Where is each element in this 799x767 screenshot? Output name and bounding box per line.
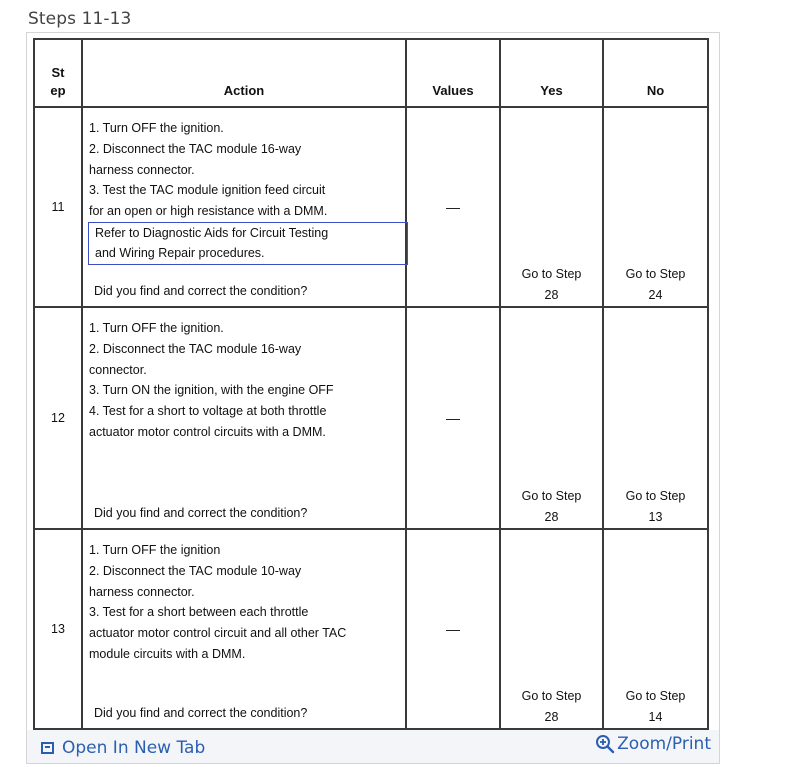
no-goto-step: Go to Step 13 (603, 307, 708, 529)
action-line: 3. Test for a short between each throttle (89, 605, 309, 620)
yes-goto-step: Go to Step 28 (500, 307, 603, 529)
zoom-print-label: Zoom/Print (617, 734, 711, 754)
header-values: Values (406, 39, 500, 107)
action-instructions (83, 308, 405, 443)
yes-goto-step: Go to Step 28 (500, 107, 603, 307)
action-cell (82, 107, 406, 307)
action-line: 2. Disconnect the TAC module 16-way (89, 341, 302, 356)
table-row (34, 307, 708, 529)
action-line: for an open or high resistance with a DMM. (89, 204, 328, 219)
no-goto-step: Go to Step 14 (603, 529, 708, 729)
figure-canvas (27, 33, 719, 730)
step-number: 13 (34, 529, 82, 729)
action-instructions (83, 108, 405, 265)
action-line: 3. Test the TAC module ignition feed circuit (89, 183, 326, 198)
yes-goto-step: Go to Step 28 (500, 529, 603, 729)
table-header-row (34, 39, 708, 107)
header-yes: Yes (500, 39, 603, 107)
no-goto-step: Go to Step 24 (603, 107, 708, 307)
condition-question: Did you find and correct the condition? (94, 506, 308, 520)
reference-line: and Wiring Repair procedures. (95, 246, 265, 261)
reference-line: Refer to Diagnostic Aids for Circuit Testing (95, 225, 329, 240)
action-line: actuator motor control circuit and all other TAC (89, 626, 347, 641)
open-new-tab-icon (41, 742, 54, 754)
action-line: actuator motor control circuits with a DMM. (89, 424, 326, 439)
header-step (34, 39, 82, 107)
action-line: 1. Turn OFF the ignition. (89, 121, 224, 135)
action-line: 2. Disconnect the TAC module 10-way (89, 563, 302, 578)
table-row (34, 107, 708, 307)
zoom-print-link[interactable] (595, 734, 711, 754)
open-in-new-tab-label: Open In New Tab (62, 738, 206, 758)
open-in-new-tab-link[interactable] (41, 738, 205, 758)
action-line: harness connector. (89, 584, 195, 599)
action-line: module circuits with a DMM. (89, 646, 246, 661)
header-step-line-1: St (51, 65, 65, 80)
header-no: No (603, 39, 708, 107)
values-cell: — (406, 107, 500, 307)
values-cell: — (406, 307, 500, 529)
condition-question: Did you find and correct the condition? (94, 706, 308, 720)
action-line: 1. Turn OFF the ignition. (89, 321, 224, 335)
step-number: 11 (34, 107, 82, 307)
table-row (34, 529, 708, 729)
action-instructions (83, 530, 405, 665)
step-table-figure (26, 32, 720, 764)
reference-note (88, 222, 408, 265)
condition-question: Did you find and correct the condition? (94, 284, 308, 298)
action-line: 2. Disconnect the TAC module 16-way (89, 141, 302, 156)
action-line: 4. Test for a short to voltage at both throttle (89, 404, 327, 419)
action-line: 3. Turn ON the ignition, with the engine OFF (89, 383, 334, 398)
step-number: 12 (34, 307, 82, 529)
action-line: harness connector. (89, 162, 195, 177)
diagnostic-steps-table (33, 38, 709, 730)
header-action: Action (82, 39, 406, 107)
action-line: connector. (89, 362, 147, 377)
zoom-in-icon (595, 734, 615, 754)
figure-footer (27, 730, 719, 763)
page-title: Steps 11-13 (28, 9, 132, 29)
action-line: 1. Turn OFF the ignition (89, 543, 221, 557)
action-cell (82, 307, 406, 529)
values-cell: — (406, 529, 500, 729)
header-step-line-2: ep (50, 83, 66, 98)
action-cell (82, 529, 406, 729)
